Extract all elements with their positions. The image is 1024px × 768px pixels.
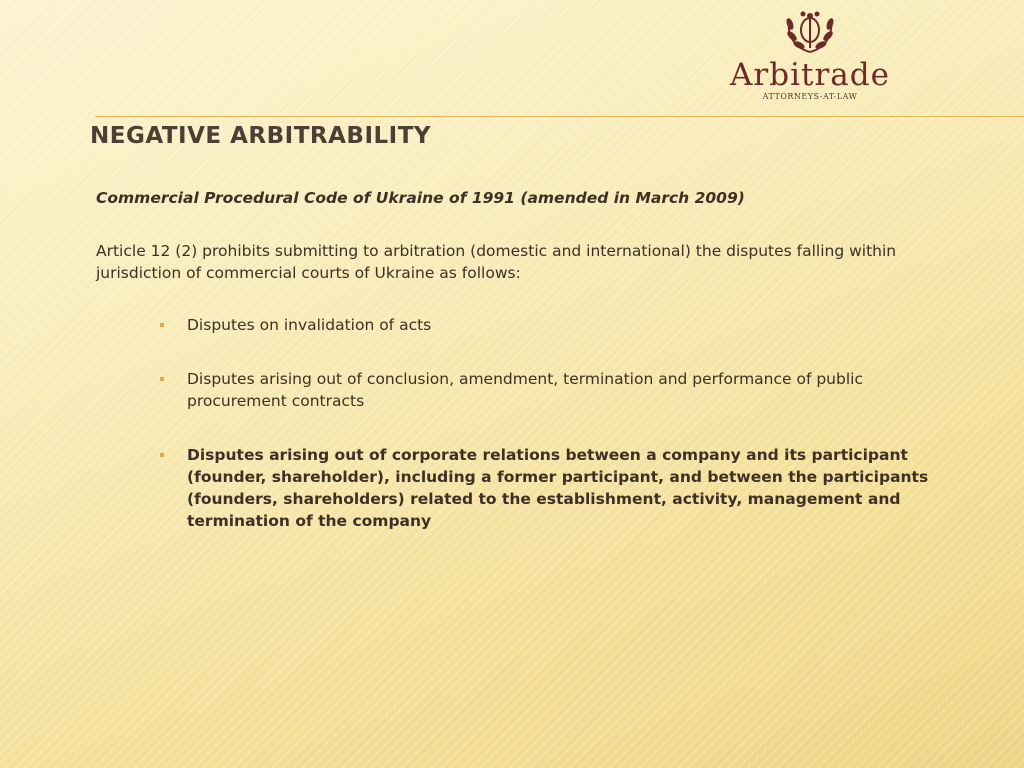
bullet-marker-icon: [160, 453, 164, 457]
bullet-text: Disputes on invalidation of acts: [187, 316, 432, 334]
company-logo: [690, 8, 930, 108]
bullet-marker-icon: [160, 323, 164, 327]
logo-name: Arbitrade: [730, 57, 890, 93]
list-item: [160, 368, 950, 412]
logo-tagline: ATTORNEYS-AT-LAW: [762, 92, 858, 101]
bullet-text: Disputes arising out of conclusion, amendment, termination and performance of public procurement contracts: [187, 370, 863, 410]
slide-subtitle: Commercial Procedural Code of Ukraine of 1991 (amended in March 2009): [96, 189, 745, 207]
slide-title: NEGATIVE ARBITRABILITY: [90, 123, 432, 149]
list-item: [160, 444, 950, 532]
bullet-marker-icon: [160, 377, 164, 381]
list-item: [160, 314, 950, 336]
header-divider: [95, 116, 1024, 117]
intro-paragraph: Article 12 (2) prohibits submitting to arbitration (domestic and international) the disputes falling within jurisdiction of commercial courts of Ukraine as follows:: [96, 242, 897, 282]
laurel-wreath-icon: [775, 8, 845, 56]
bullet-list: [160, 314, 950, 532]
bullet-text: Disputes arising out of corporate relations between a company and its participant (founder, shareholder), including a former participant, and between the participants (founders, shareholders) related to the establishment, activity, management and termination of the company: [187, 446, 929, 530]
